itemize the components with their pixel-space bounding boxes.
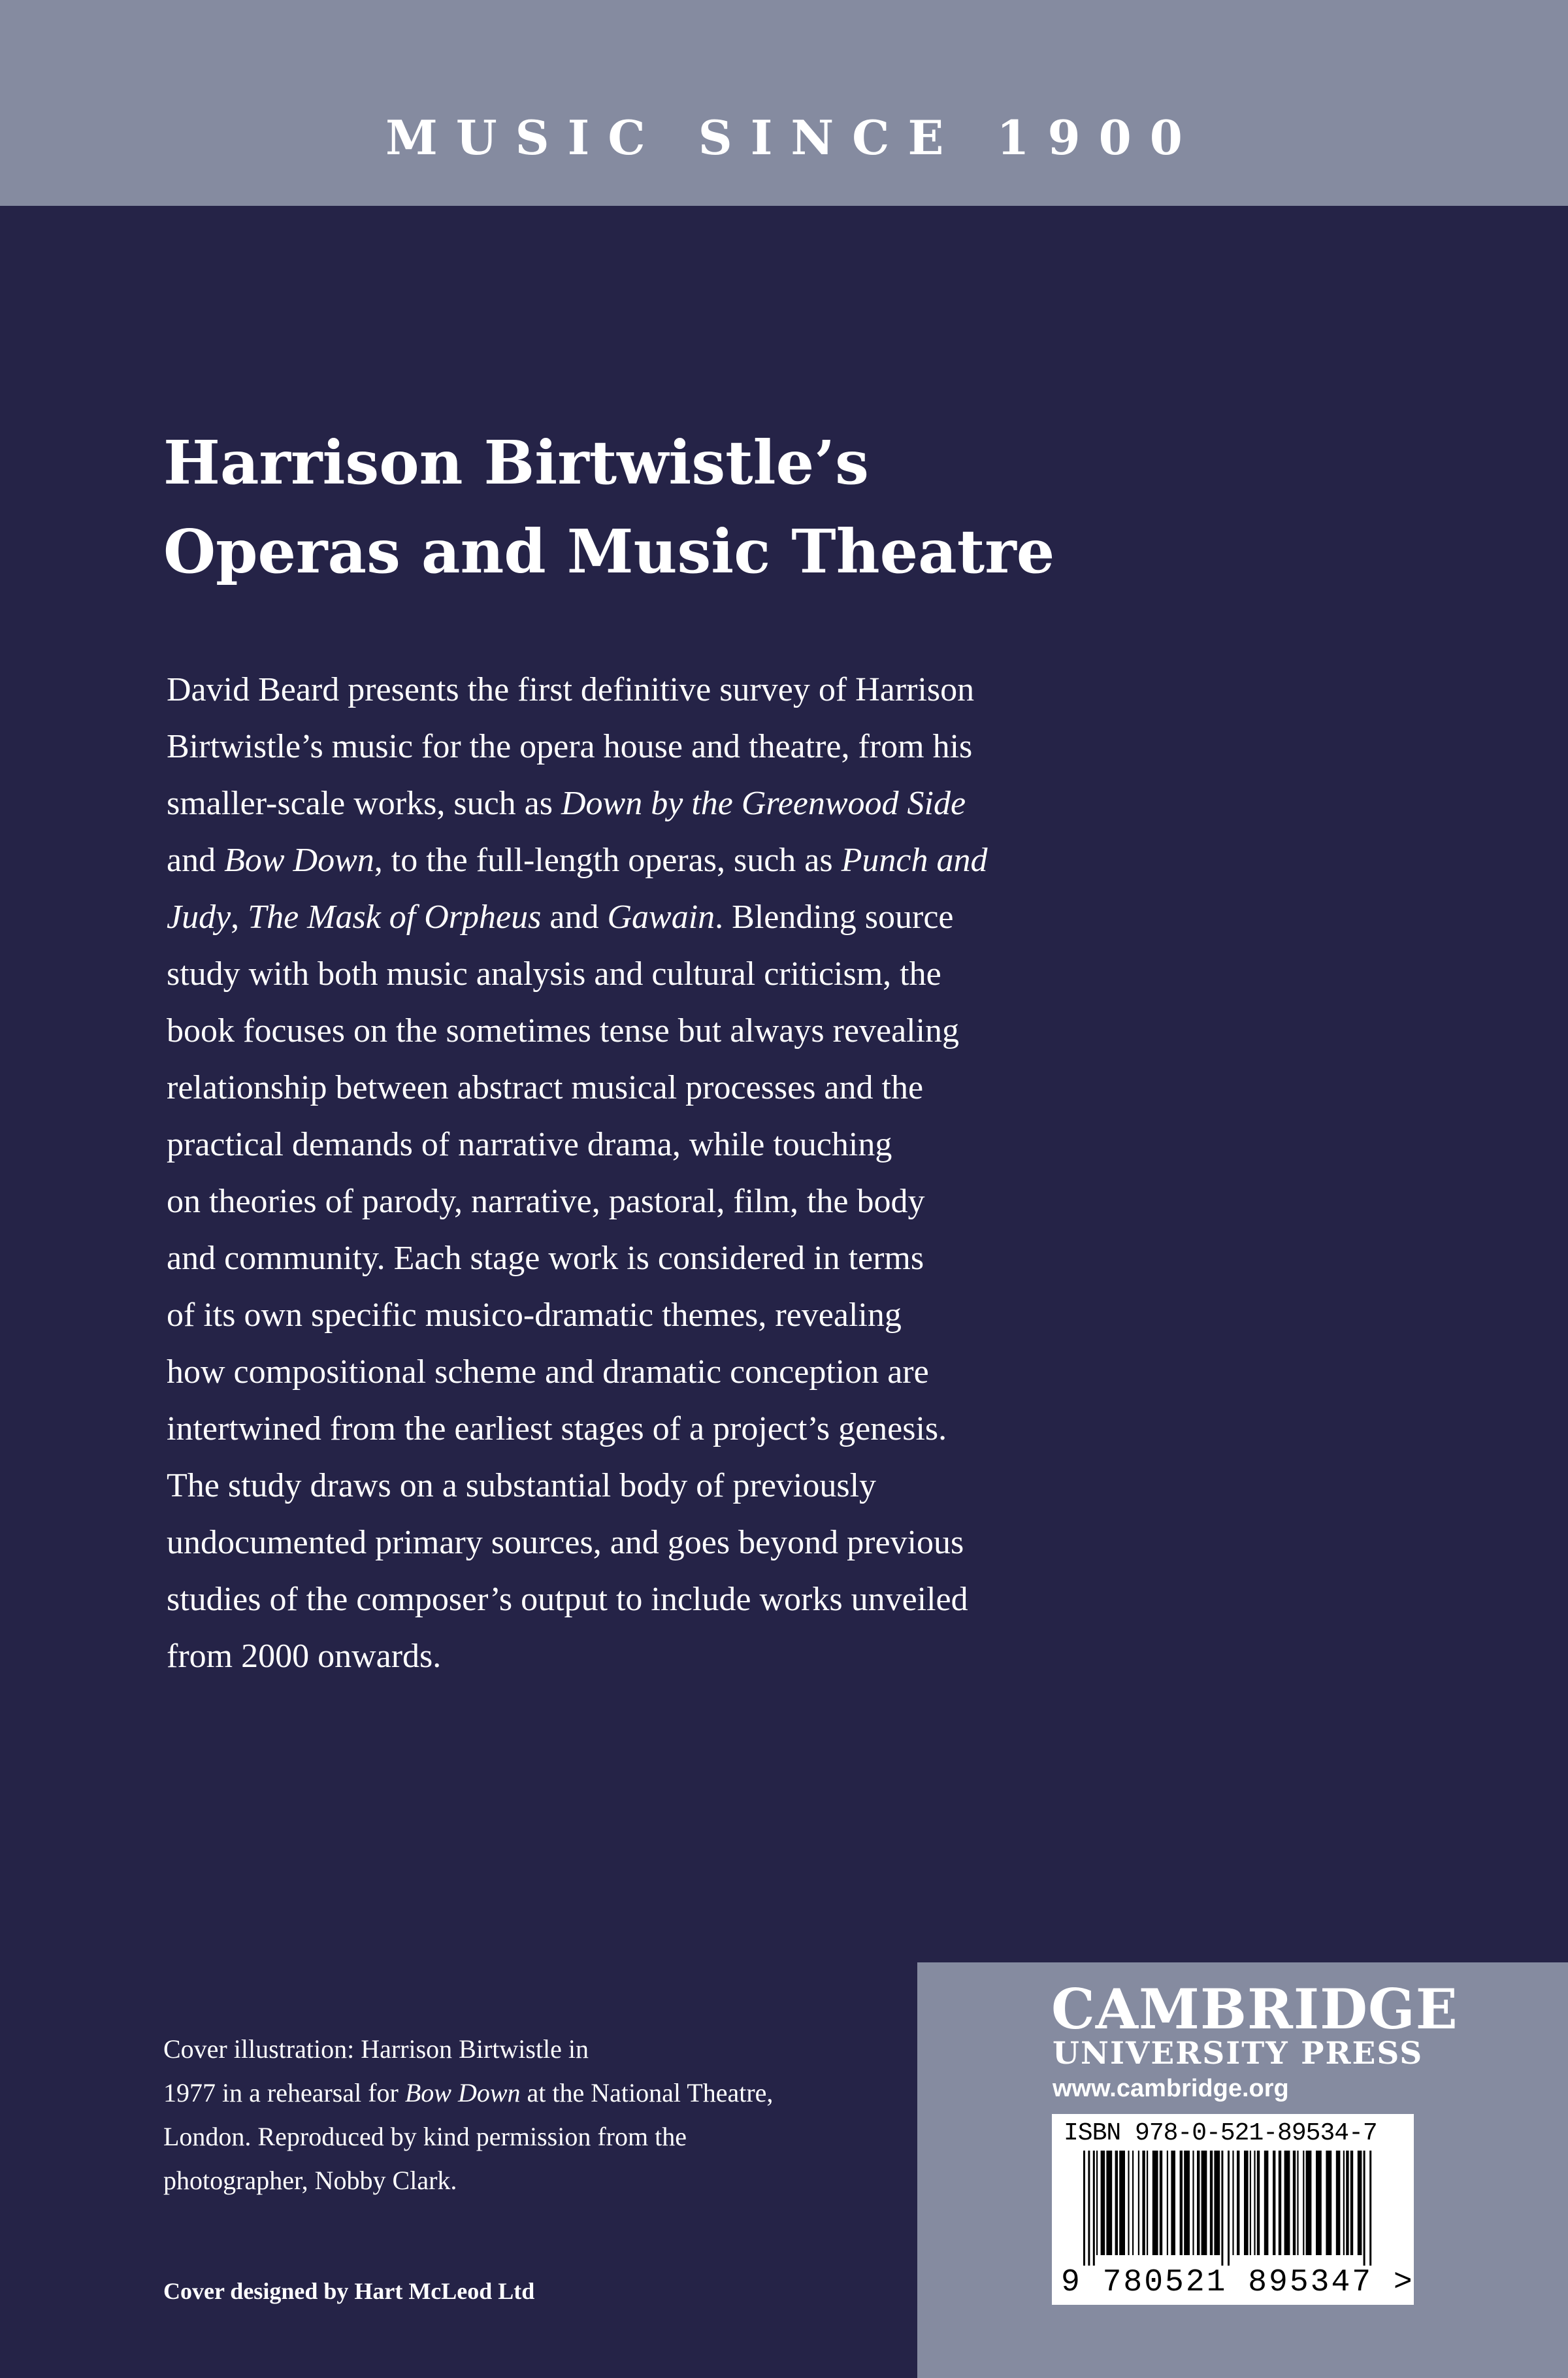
blurb-line (167, 775, 1160, 832)
blurb-line: book focuses on the sometimes tense but always revealing (167, 1012, 960, 1049)
blurb-line: intertwined from the earliest stages of a project’s genesis. (167, 1410, 947, 1447)
blurb-line: how compositional scheme and dramatic conception are (167, 1353, 929, 1391)
barcode-bar (1364, 2151, 1365, 2266)
barcode-bar (1237, 2151, 1239, 2255)
barcode-bar (1171, 2151, 1175, 2255)
barcode-bar (1088, 2151, 1090, 2266)
barcode-bar (1142, 2151, 1145, 2255)
barcode-bar (1096, 2151, 1098, 2255)
publisher-panel (917, 1962, 1568, 2378)
barcode-bar (1197, 2151, 1200, 2255)
barcode-bar (1147, 2151, 1148, 2255)
barcode-bar (1273, 2151, 1275, 2255)
blurb-line: undocumented primary sources, and goes beyond previous (167, 1524, 964, 1561)
publisher-url: www.cambridge.org (1053, 2075, 1289, 2102)
barcode-bar (1093, 2151, 1095, 2266)
barcode-bar (1346, 2151, 1348, 2255)
barcode-bar (1160, 2151, 1162, 2255)
barcode-bar (1128, 2151, 1129, 2255)
barcode-bar (1083, 2151, 1085, 2266)
barcode-bar (1201, 2151, 1207, 2255)
blurb-text: , (231, 899, 248, 936)
blurb-line (167, 832, 1160, 889)
blurb-text: and (541, 899, 608, 936)
barcode-bar (1106, 2151, 1112, 2255)
barcode-bar (1326, 2151, 1331, 2255)
blurb-line: of its own specific musico-dramatic themes, revealing (167, 1296, 902, 1334)
publisher-name: CAMBRIDGE (1051, 1977, 1458, 2041)
barcode-bar (1180, 2151, 1183, 2255)
work-title: Bow Down (404, 2078, 521, 2107)
barcode-bar (1284, 2151, 1290, 2255)
barcode-bar (1232, 2151, 1233, 2255)
barcode-bar (1152, 2151, 1158, 2255)
blurb-line: David Beard presents the first definitive survey of Harrison (167, 671, 975, 708)
barcode-bar (1369, 2151, 1371, 2266)
barcode-bar (1293, 2151, 1296, 2255)
barcode-bar (1184, 2151, 1190, 2255)
blurb-line: practical demands of narrative drama, while touching (167, 1126, 892, 1163)
blurb-text: . Blending source (715, 899, 954, 936)
barcode-bar (1228, 2151, 1230, 2266)
book-title (163, 418, 1274, 596)
barcode-bar (1250, 2151, 1251, 2255)
barcode-bar (1221, 2151, 1223, 2266)
publisher-subname: UNIVERSITY PRESS (1053, 2036, 1424, 2072)
barcode-bar (1132, 2151, 1134, 2255)
credit-text: 1977 in a rehearsal for (163, 2078, 405, 2107)
blurb (167, 661, 1160, 1685)
series-band (0, 0, 1568, 206)
barcode-bar (1192, 2151, 1194, 2255)
barcode-bar (1316, 2151, 1322, 2255)
blurb-line: The study draws on a substantial body of previously (167, 1467, 877, 1504)
isbn-barcode (1052, 2114, 1414, 2305)
work-title: The Mask of Orpheus (248, 899, 542, 936)
book-title-line-2: Operas and Music Theatre (163, 516, 1055, 587)
work-title: Down by the Greenwood Side (561, 785, 966, 822)
credit-text: at the National Theatre, (520, 2078, 774, 2107)
barcode-bar (1303, 2151, 1304, 2255)
blurb-text: and (167, 842, 225, 879)
barcode-bar (1167, 2151, 1168, 2255)
barcode-bar (1306, 2151, 1312, 2255)
blurb-line (167, 889, 1160, 946)
work-title: Bow Down (224, 842, 374, 879)
barcode-bar (1119, 2151, 1125, 2255)
barcode-bar (1244, 2151, 1249, 2255)
barcode-bar (1358, 2151, 1362, 2255)
barcode-bar (1343, 2151, 1345, 2255)
barcode-bar (1115, 2151, 1118, 2255)
barcode-bar (1138, 2151, 1139, 2255)
barcode-bar (1257, 2151, 1260, 2255)
blurb-line: and community. Each stage work is considered in terms (167, 1240, 924, 1277)
blurb-line: relationship between abstract musical processes and the (167, 1069, 924, 1106)
blurb-line: studies of the composer’s output to include works unveiled (167, 1581, 968, 1618)
blurb-line: Birtwistle’s music for the opera house and theatre, from his (167, 728, 973, 765)
barcode-bar (1336, 2151, 1341, 2255)
barcode-bar (1264, 2151, 1269, 2255)
isbn-label: ISBN 978-0-521-89534-7 (1064, 2119, 1377, 2147)
barcode-bar (1210, 2151, 1213, 2255)
series-title: MUSIC SINCE 1900 (385, 110, 1201, 165)
barcode-bar (1279, 2151, 1281, 2255)
blurb-text: , to the full-length operas, such as (374, 842, 841, 879)
book-title-line-1: Harrison Birtwistle’s (163, 427, 869, 498)
barcode-bar (1101, 2151, 1105, 2255)
work-title: Judy (167, 899, 231, 936)
cover-designer-credit: Cover designed by Hart McLeod Ltd (163, 2278, 535, 2304)
barcode-bar (1350, 2151, 1353, 2255)
barcode-bar (1297, 2151, 1298, 2255)
barcode-bar (1254, 2151, 1255, 2255)
credit-line: Cover illustration: Harrison Birtwistle in (163, 2034, 589, 2064)
blurb-line: on theories of parody, narrative, pastoral, film, the body (167, 1183, 925, 1220)
barcode-digits: 9 780521 895347 > (1061, 2265, 1414, 2300)
barcode-bars (1064, 2151, 1390, 2266)
cover-illustration-credit (163, 2027, 882, 2202)
blurb-text: smaller-scale works, such as (167, 785, 561, 822)
credit-line: London. Reproduced by kind permission from the (163, 2122, 687, 2151)
credit-line: photographer, Nobby Clark. (163, 2166, 457, 2195)
barcode-bar (1214, 2151, 1220, 2255)
blurb-line: study with both music analysis and cultural criticism, the (167, 955, 941, 993)
blurb-line: from 2000 onwards. (167, 1638, 442, 1675)
work-title: Gawain (607, 899, 715, 936)
credit-line (163, 2071, 882, 2115)
work-title: Punch and (841, 842, 988, 879)
